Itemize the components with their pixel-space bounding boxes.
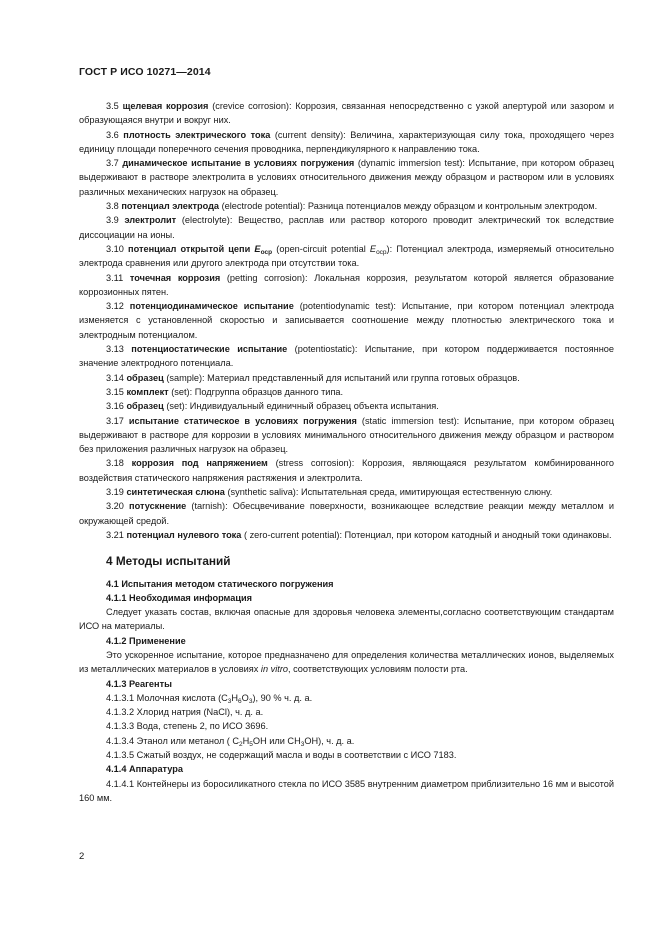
term-name: синтетическая слюна xyxy=(126,487,225,498)
page-number: 2 xyxy=(79,851,85,862)
term-name: точечная коррозия xyxy=(129,272,221,283)
document-body xyxy=(79,99,614,805)
term-english: (set): xyxy=(168,386,193,397)
term-number: 3.15 xyxy=(106,386,127,397)
term-english: (set): xyxy=(163,401,188,412)
term-text: Потенциал электрода, измеряемый относительно электрода сравнения или другого электрода при отсутствии тока. xyxy=(79,243,614,269)
paragraph: Это ускоренное испытание, которое предназначено для определения количества металлических ионов, выделяемых из металлических материалов в условиях in vitro, соответствующих условиям полости рта. xyxy=(79,649,614,675)
term-text: Коррозия, являющаяся результатом комбинированного воздействия статического напряжения растяжения и электролита. xyxy=(79,458,614,483)
term-english: (tarnish): xyxy=(186,501,228,512)
document-header: ГОСТ Р ИСО 10271—2014 xyxy=(79,66,211,78)
term-definition xyxy=(79,156,614,199)
term-english: (synthetic saliva): xyxy=(224,487,299,498)
reagent-item: 4.1.3.4 Этанол или метанол ( $C_2H_5OH$ или $CH_3OH$), ч. д. а. xyxy=(106,735,355,748)
subsection-heading: 4.1 Испытания методом статического погружения xyxy=(106,578,334,589)
term-text: Локальная коррозия, результатом которой является образование коррозионных пятен. xyxy=(79,272,614,297)
paragraph: Следует указать состав, включая опасные для здоровья человека элементы,согласно соответствующим стандартам ИСО на материалы. xyxy=(79,607,614,632)
term-name: образец xyxy=(126,401,164,412)
section-heading: 4 Методы испытаний xyxy=(106,554,231,569)
apparatus-item: 4.1.4.1 Контейнеры из боросиликатного стекла по ИСО 3585 внутренним диаметром приблизительно 16 мм и высотой 160 мм. xyxy=(79,778,614,803)
term-number: 3.16 xyxy=(106,401,127,412)
subsection-heading: 4.1.2 Применение xyxy=(106,635,186,646)
term-definition xyxy=(79,342,614,371)
term-text: Материал представленный для испытаний или группа готовых образцов. xyxy=(204,372,520,383)
term-name: электролит xyxy=(124,215,177,226)
term-definition xyxy=(79,499,614,528)
term-number: 3.21 xyxy=(106,529,127,540)
term-definition xyxy=(79,128,614,157)
term-number: 3.12 xyxy=(106,301,130,312)
term-name: динамическое испытание в условиях погружения xyxy=(122,158,355,169)
term-number: 3.17 xyxy=(106,415,129,426)
term-name: комплект xyxy=(126,386,169,397)
term-number: 3.14 xyxy=(106,372,127,383)
term-english: (stress corrosion): xyxy=(267,458,355,469)
term-text: Коррозия, связанная непосредственно с узкой апертурой или зазором и образующаяся внутри и вокруг них. xyxy=(79,101,615,126)
term-name: потенциал электрода xyxy=(121,201,220,212)
term-name: образец xyxy=(126,372,164,383)
term-name: щелевая коррозия xyxy=(122,101,209,111)
term-definition xyxy=(79,271,614,300)
term-english: (sample): xyxy=(163,372,205,383)
term-name: потенциал открытой цепи xyxy=(128,243,251,254)
term-english: (electrode potential): xyxy=(219,201,306,212)
term-english: (crevice corrosion): xyxy=(208,101,292,111)
term-text: Испытание, при котором образец выдерживают в растворе электролита в условиях относительного движения между образцом и раствором или в условиях различных механических нагрузок на образец. xyxy=(79,158,614,197)
subsection-heading: 4.1.4 Аппаратура xyxy=(106,764,183,775)
term-name: потенциостатические испытание xyxy=(131,344,288,355)
reagent-item: 4.1.3.2 Хлорид натрия (NaCl), ч. д. а. xyxy=(106,707,264,718)
term-text: Потенциал, при котором катодный и анодный токи одинаковы. xyxy=(342,529,612,540)
term-definition: 3.10 потенциал открытой цепи $E_{ocp}$ (open-circuit potential $E_{ocp}$): Потенциал электрода, измеряемый относительно электрода сравнения или другого электрода при отсутствии тока. xyxy=(79,243,614,269)
term-text: Испытание, при котором потенциал электрода изменяется с установленной скоростью и записывается соотношение между плотностью электрического тока и электродным потенциалом. xyxy=(79,301,614,340)
term-definition xyxy=(79,456,614,485)
term-name: потенциал нулевого тока xyxy=(126,529,242,540)
term-name: потенциодинамическое испытание xyxy=(129,301,294,312)
term-text: Подгруппа образцов данного типа. xyxy=(192,386,344,397)
subsection-heading: 4.1.1 Необходимая информация xyxy=(106,592,252,603)
subsection-heading: 4.1.3 Реагенты xyxy=(106,678,172,689)
term-english: (static immersion test): xyxy=(356,415,460,426)
term-definition xyxy=(79,485,614,499)
reagent-item: 4.1.3.1 Молочная кислота $(C_3H_6O_3)$, 90 % ч. д. а. xyxy=(106,692,313,705)
term-text: Величина, характеризующая силу тока, проходящего через единицу площади поперечного сечения проводника, перпендикулярного к направлению тока. xyxy=(79,129,614,154)
term-definition xyxy=(79,199,614,213)
term-symbol: $E_{ocp}$ xyxy=(254,243,273,256)
term-english: (potentiostatic): xyxy=(287,344,358,355)
term-english: (dynamic immersion test): xyxy=(354,158,465,169)
reagent-item: 4.1.3.5 Сжатый воздух, не содержащий масла и воды в соответствии с ИСО 7183. xyxy=(106,750,457,761)
term-definition xyxy=(79,385,614,399)
term-number: 3.13 xyxy=(106,344,132,355)
term-number: 3.6 xyxy=(106,129,124,140)
term-number: 3.5 xyxy=(106,101,123,111)
term-english: (open-circuit potential xyxy=(272,243,366,254)
term-number: 3.8 xyxy=(106,201,122,212)
term-text: Обесцвечивание поверхности, возникающее вследствие реакции между металлом и окружающей средой. xyxy=(79,501,614,526)
term-name: испытание статическое в условиях погружения xyxy=(128,415,357,426)
term-name: потускнение xyxy=(129,501,187,512)
term-definition xyxy=(79,528,614,542)
reagent-item: 4.1.3.3 Вода, степень 2, по ИСО 3696. xyxy=(106,721,269,732)
term-number: 3.9 xyxy=(106,215,125,226)
term-english: (potentiodynamic test): xyxy=(293,301,396,312)
term-definition xyxy=(79,213,614,242)
term-definition xyxy=(79,371,614,385)
term-definition xyxy=(79,399,614,413)
term-text: Испытание, при котором поддерживается постоянное значение электродного потенциала. xyxy=(79,344,614,369)
term-english: (petting corrosion): xyxy=(220,272,308,283)
term-name: плотность электрического тока xyxy=(123,129,271,140)
term-number: 3.10 xyxy=(106,243,129,254)
term-text: Испытательная среда, имитирующая естественную слюну. xyxy=(298,487,553,498)
term-english: (electrolyte): xyxy=(176,215,233,226)
term-text: Разница потенциалов между образцом и контрольным электродом. xyxy=(305,201,598,212)
term-text: Испытание, при котором образец выдерживают в растворе для коррозии в условиях минимального относительного движения между образцом и раствором без приложения различных нагрузок на образец. xyxy=(79,415,614,455)
term-definition xyxy=(79,299,614,342)
term-english: (current density): xyxy=(270,129,346,140)
terms-list xyxy=(79,99,614,542)
term-english: ( zero-current potential): xyxy=(241,529,342,540)
term-text: Индивидуальный единичный образец объекта испытания. xyxy=(187,401,439,412)
term-number: 3.18 xyxy=(106,458,132,469)
term-number: 3.11 xyxy=(106,272,130,283)
term-definition xyxy=(79,99,614,128)
term-text: Вещество, расплав или раствор которого проводит электрический ток вследствие диссоциации на ионы. xyxy=(79,215,614,240)
term-number: 3.19 xyxy=(106,487,127,498)
term-name: коррозия под напряжением xyxy=(131,458,268,469)
term-number: 3.20 xyxy=(106,501,130,512)
term-definition xyxy=(79,414,614,457)
term-number: 3.7 xyxy=(106,158,123,169)
